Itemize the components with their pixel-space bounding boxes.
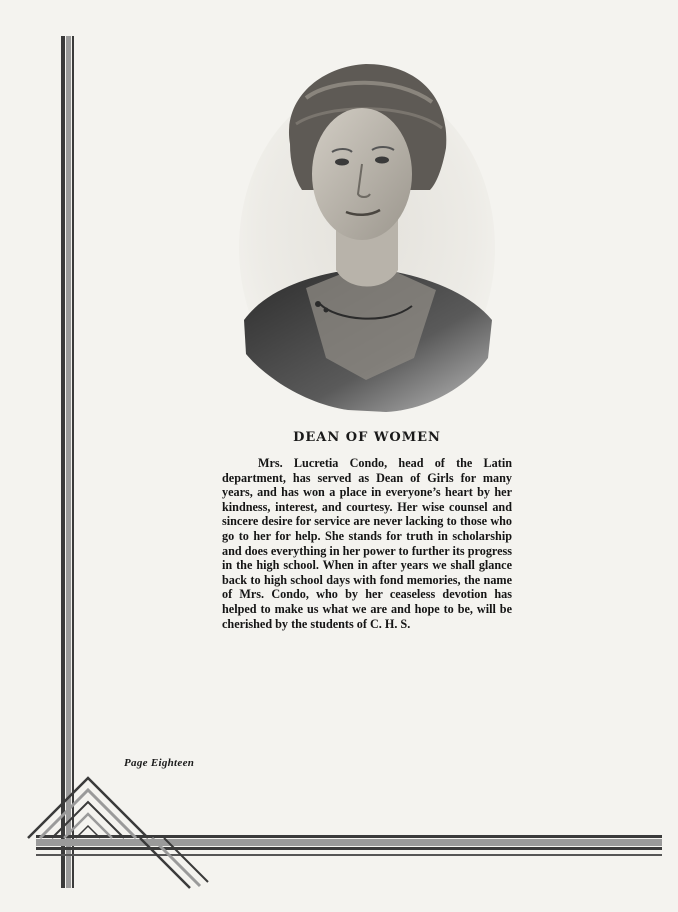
face — [312, 108, 412, 240]
border-horizontal-top — [36, 835, 662, 838]
border-horizontal-grey — [36, 839, 662, 846]
section-heading: DEAN OF WOMEN — [293, 430, 441, 445]
corner-chevron-ornament — [28, 778, 208, 888]
page-number-label: Page Eighteen — [124, 757, 195, 769]
body-paragraph: Mrs. Lucretia Condo, head of the Latin department, has served as Dean of Girls for many years, and has won a place in everyone’s heart by her kindness, interest, and courtesy. Her wise counsel and sincere desire for service are never lacking to those who go to her for help. She stands for truth in scholarship and does everything in her power to further its progress in the high school. When in after years we shall glance back to high school days with fond memories, the name of Mrs. Condo, who by her ceaseless devotion has helped to make us what we are and hope to be, will be cherished by the students of C. H. S. — [222, 456, 512, 631]
border-vertical-grey — [66, 36, 71, 888]
border-vertical-outer — [61, 36, 65, 888]
border-horizontal-bottom — [36, 847, 662, 850]
border-horizontal-lower — [36, 854, 662, 856]
border-vertical-inner — [72, 36, 74, 888]
portrait-photo — [236, 58, 498, 418]
